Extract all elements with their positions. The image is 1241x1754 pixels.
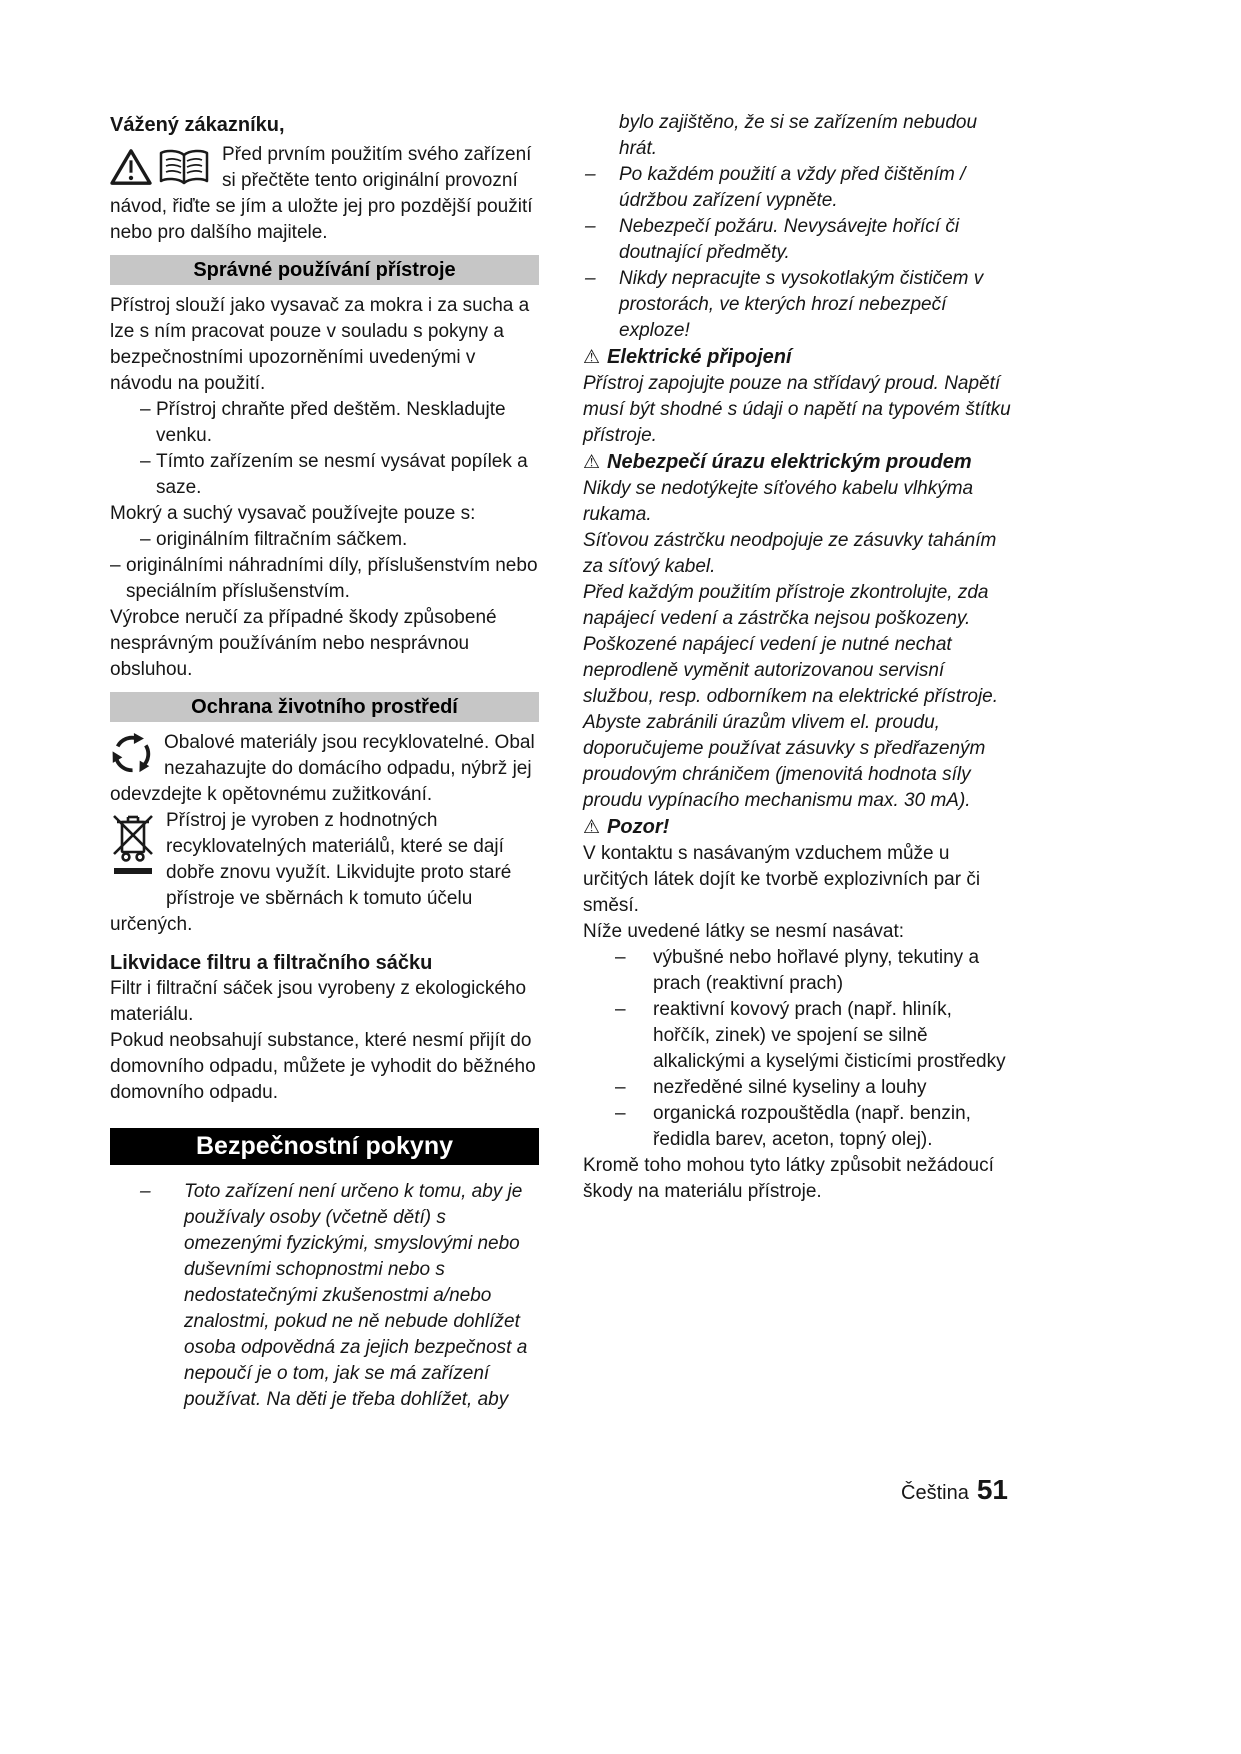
safety-item-text: Nebezpečí požáru. Nevysávejte hořící či doutnající předměty. xyxy=(619,216,960,263)
warning-heading-text: Nebezpečí úrazu elektrickým proudem xyxy=(607,451,972,473)
dash-marker: – xyxy=(140,399,151,420)
caution-heading xyxy=(583,814,1012,841)
list-item-text: reaktivní kovový prach (např. hliník, hořčík, zinek) ve spojení se silně alkalickými a kyselými čisticími prostředky xyxy=(653,999,1006,1072)
safety-item-text: Toto zařízení není určeno k tomu, aby je používaly osoby (včetně dětí) s omezenými fyzickými, smyslovými nebo duševními schopnostmi nebo s nedostatečnými zkušenostmi a/nebo znalostmi, pokud ne ně nebude dohlížet osoba odpovědná za jejich bezpečnost a nepoučí je o tom, jak se má zařízení používat. Na děti je třeba dohlížet, aby xyxy=(184,1181,528,1410)
use-only-lead: Mokrý a suchý vysavač používejte pouze s: xyxy=(110,503,476,524)
intro-icons xyxy=(110,142,212,192)
shock-paragraph: Abyste zabránili úrazům vlivem el. proudu, doporučujeme používat zásuvky s předřazeným proudovým chráničem (jmenovitá hodnota síly proudu vypínacího mechanismu max. 30 mA). xyxy=(583,712,986,811)
warning-triangle-icon: ⚠ xyxy=(583,452,601,473)
dash-marker: – xyxy=(615,1077,626,1098)
list-item-text: originálními náhradními díly, příslušenstvím nebo speciálním příslušenstvím. xyxy=(126,555,538,602)
page-footer xyxy=(110,1474,1008,1506)
dash-marker: – xyxy=(585,216,596,237)
list-item-text: Přístroj chraňte před deštěm. Neskladujte venku. xyxy=(156,399,506,446)
list-item xyxy=(110,553,539,605)
filter-disposal-p1: Filtr i filtrační sáček jsou vyrobeny z ekologického materiálu. xyxy=(110,978,527,1025)
footer-language: Čeština xyxy=(901,1482,969,1504)
shock-paragraph: Před každým použitím přístroje zkontrolujte, zda napájecí vedení a zástrčka nejsou poškozeny. Poškozené napájecí vedení je nutné nechat neprodleně vyměnit autorizovanou servisní službou, resp. odborníkem na elektrické přístroje. xyxy=(583,582,999,707)
dash-marker: – xyxy=(110,555,121,576)
shock-paragraph: Síťovou zástrčku neodpojuje ze zásuvky taháním za síťový kabel. xyxy=(583,530,997,577)
left-column xyxy=(110,110,539,1413)
dash-marker: – xyxy=(615,947,626,968)
filter-disposal-heading: Likvidace filtru a filtračního sáčku xyxy=(110,952,433,974)
dash-marker: – xyxy=(140,1181,151,1202)
list-item-text: organická rozpouštědla (např. benzin, ředidla barev, aceton, topný olej). xyxy=(653,1103,971,1150)
weee-text: Přístroj je vyroben z hodnotných recyklovatelných materiálů, které se dají dobře znovu využít. Likvidujte proto staré přístroje ve sběrnách k tomuto účelu určených. xyxy=(110,810,512,935)
list-item-text: Tímto zařízením se nesmí vysávat popílek a saze. xyxy=(156,451,528,498)
list-item-text: výbušné nebo hořlavé plyny, tekutiny a prach (reaktivní prach) xyxy=(653,947,980,994)
dash-marker: – xyxy=(585,268,596,289)
read-manual-icon xyxy=(158,147,210,187)
proper-use-paragraph: Přístroj slouží jako vysavač za mokra i za sucha a lze s ním pracovat pouze v souladu s pokyny a bezpečnostními upozorněními uvedenými v návodu na použití. xyxy=(110,295,530,394)
weee-crossed-bin-icon xyxy=(110,810,156,890)
warning-heading-text: Elektrické připojení xyxy=(607,346,792,368)
recycle-paragraph xyxy=(110,730,539,808)
dash-marker: – xyxy=(140,529,151,550)
page-content xyxy=(110,110,1012,1413)
list-item xyxy=(583,997,1012,1075)
right-column xyxy=(583,110,1012,1205)
intro-text: Před prvním použitím svého zařízení si přečtěte tento originální provozní návod, řiďte se jím a uložte jej pro pozdější použití nebo pro dalšího majitele. xyxy=(110,144,533,243)
list-item-text: nezředěné silné kyseliny a louhy xyxy=(653,1077,927,1098)
section-header-safety: Bezpečnostní pokyny xyxy=(110,1128,539,1165)
caution-lead: Níže uvedené látky se nesmí nasávat: xyxy=(583,921,905,942)
dash-marker: – xyxy=(615,999,626,1020)
list-item xyxy=(583,1075,1012,1101)
list-item xyxy=(583,1101,1012,1153)
caution-paragraph: V kontaktu s nasávaným vzduchem může u určitých látek dojít ke tvorbě explozivních par či směsí. xyxy=(583,843,981,916)
greeting: Vážený zákazníku, xyxy=(110,114,285,136)
disclaimer-paragraph: Výrobce neručí za případné škody způsobené nesprávným používáním nebo nesprávnou obsluhou. xyxy=(110,607,497,680)
list-item-text: originálním filtračním sáčkem. xyxy=(156,529,408,550)
dash-marker: – xyxy=(140,451,151,472)
shock-paragraph: Nikdy se nedotýkejte síťového kabelu vlhkýma rukama. xyxy=(583,478,974,525)
list-item xyxy=(110,527,539,553)
dash-marker: – xyxy=(615,1103,626,1124)
safety-list-item xyxy=(583,214,1012,266)
warning-triangle-icon xyxy=(110,148,152,186)
recycle-icon xyxy=(110,732,154,776)
safety-list-item xyxy=(110,1179,539,1413)
safety-list-item xyxy=(583,266,1012,344)
footer-page-number: 51 xyxy=(976,1474,1008,1505)
warning-triangle-icon: ⚠ xyxy=(583,817,601,838)
warning-triangle-icon: ⚠ xyxy=(583,347,601,368)
weee-paragraph xyxy=(110,808,539,938)
intro-paragraph xyxy=(110,142,539,246)
safety-item-text: Po každém použití a vždy před čištěním / údržbou zařízení vypněte. xyxy=(619,164,966,211)
list-item xyxy=(110,397,539,449)
list-item xyxy=(583,945,1012,997)
electrical-connection-heading xyxy=(583,344,1012,371)
recycle-text: Obalové materiály jsou recyklovatelné. Obal nezahazujte do domácího odpadu, nýbrž jej odevzdejte k opětovnému zužitkování. xyxy=(110,732,535,805)
list-item xyxy=(110,449,539,501)
safety-continuation: bylo zajištěno, že si se zařízením nebudou hrát. xyxy=(619,112,978,159)
electric-shock-heading xyxy=(583,449,1012,476)
section-header-proper-use: Správné používání přístroje xyxy=(110,255,539,285)
electrical-paragraph: Přístroj zapojujte pouze na střídavý proud. Napětí musí být shodné s údaji o napětí na typovém štítku přístroje. xyxy=(583,373,1011,446)
dash-marker: – xyxy=(585,164,596,185)
warning-heading-text: Pozor! xyxy=(607,816,670,838)
caution-closing: Kromě toho mohou tyto látky způsobit nežádoucí škody na materiálu přístroje. xyxy=(583,1155,994,1202)
filter-disposal-p2: Pokud neobsahují substance, které nesmí přijít do domovního odpadu, můžete je vyhodit do běžného domovního odpadu. xyxy=(110,1030,536,1103)
safety-item-text: Nikdy nepracujte s vysokotlakým čističem v prostorách, ve kterých hrozí nebezpečí exploze! xyxy=(619,268,984,341)
safety-list-item xyxy=(583,162,1012,214)
section-header-environment: Ochrana životního prostředí xyxy=(110,692,539,722)
